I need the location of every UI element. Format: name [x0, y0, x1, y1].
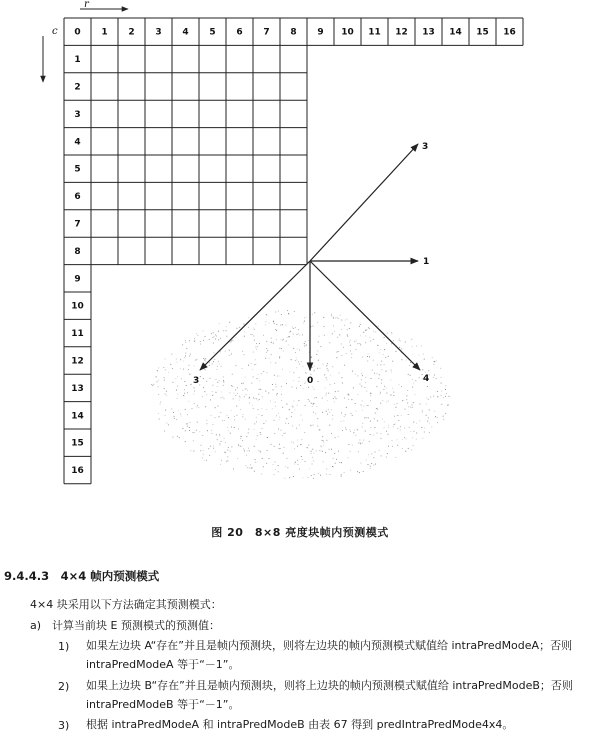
column-label: 6 — [236, 27, 243, 38]
column-label: 0 — [74, 27, 81, 38]
row-labels — [71, 55, 84, 476]
row-label: 15 — [71, 438, 84, 449]
mode-4-down-right-arrow — [310, 261, 420, 370]
row-label: 13 — [71, 383, 84, 394]
mode-label-down-left: 3 — [193, 376, 200, 386]
column-label: 8 — [290, 27, 297, 38]
item-1-text: 如果左边块 A“存在”并且是帧内预测块，则将左边块的帧内预测模式赋值给 intraPredModeA；否则 intraPredModeA 等于“－1”。 — [86, 639, 573, 671]
row-label: 9 — [74, 274, 81, 285]
column-label: 13 — [422, 27, 435, 38]
row-label: 8 — [74, 246, 81, 257]
row-label: 2 — [74, 82, 81, 93]
dotted-shading — [151, 310, 449, 479]
mode-label-right: 1 — [423, 257, 430, 267]
column-label: 2 — [128, 27, 135, 38]
mode-label-down-right: 4 — [423, 374, 430, 384]
row-label: 3 — [74, 109, 81, 120]
item-2-number: 2) — [58, 680, 70, 693]
row-label: 1 — [74, 55, 81, 66]
column-label: 16 — [503, 27, 516, 38]
item-2-text: 如果上边块 B“存在”并且是帧内预测块，则将上边块的帧内预测模式赋值给 intraPredModeB；否则 intraPredModeB 等于“－1”。 — [86, 679, 573, 711]
mode-label-down: 0 — [307, 376, 314, 386]
item-3-number: 3) — [58, 719, 70, 732]
row-label: 7 — [74, 219, 81, 230]
column-label: 7 — [263, 27, 270, 38]
r-axis-label: r — [84, 0, 89, 10]
row-label: 4 — [74, 137, 81, 148]
intro-paragraph: 4×4 块采用以下方法确定其预测模式： — [30, 598, 222, 611]
column-label: 4 — [182, 27, 189, 38]
row-label: 12 — [71, 356, 84, 367]
row-label: 10 — [71, 301, 84, 312]
figure-caption: 图 20 8×8 亮度块帧内预测模式 — [211, 526, 389, 539]
column-label: 1 — [101, 27, 108, 38]
mode-label-up-right: 3 — [422, 142, 429, 152]
item-1-number: 1) — [58, 640, 70, 653]
mode-3-up-right-arrow — [310, 144, 418, 261]
column-labels — [74, 28, 515, 38]
column-label: 12 — [395, 27, 408, 38]
column-label: 11 — [368, 27, 381, 38]
step-a: a) 计算当前块 E 预测模式的预测值： — [30, 619, 220, 632]
row-label: 16 — [71, 466, 84, 477]
column-label: 14 — [449, 27, 462, 38]
row-label: 5 — [74, 164, 81, 175]
c-axis-label: c — [52, 26, 58, 37]
section-heading: 9.4.4.3 4×4 帧内预测模式 — [4, 569, 160, 583]
column-label: 9 — [317, 27, 324, 38]
mode-3-down-left-arrow — [200, 261, 310, 370]
item-3-text: 根据 intraPredModeA 和 intraPredModeB 由表 67 得到 predIntraPredMode4x4。 — [86, 718, 514, 731]
column-label: 15 — [476, 27, 489, 38]
row-label: 11 — [71, 329, 84, 340]
column-label: 10 — [341, 27, 354, 38]
column-label: 3 — [155, 27, 162, 38]
row-label: 14 — [71, 411, 84, 422]
column-label: 5 — [209, 27, 216, 38]
row-label: 6 — [74, 192, 81, 203]
pixel-grid — [64, 18, 523, 484]
